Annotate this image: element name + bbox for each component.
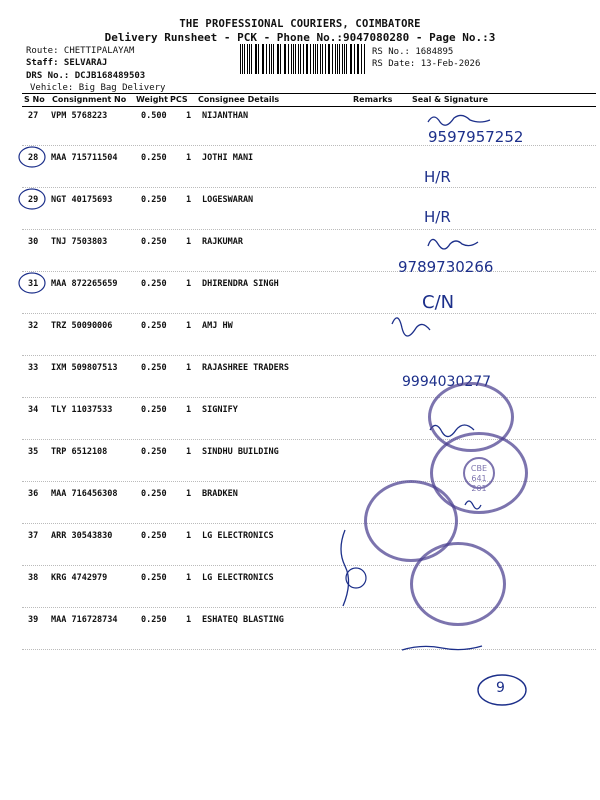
row-pcs: 1	[186, 405, 192, 415]
handwritten-hr-2: H/R	[424, 208, 451, 226]
row-consignment-no: MAA 872265659	[51, 279, 118, 289]
row-pcs: 1	[186, 489, 192, 499]
col-remarks: Remarks	[353, 95, 393, 104]
handwritten-phone-1: 9597957252	[428, 128, 524, 146]
row-sno: 32	[28, 321, 39, 331]
drs-number: DRS No.: DCJB168489503	[26, 71, 146, 81]
row-pcs: 1	[186, 111, 192, 121]
bracket-mark	[341, 530, 349, 606]
row-consignee: LG ELECTRONICS	[202, 573, 274, 583]
row-weight: 0.250	[141, 405, 167, 415]
row-pcs: 1	[186, 237, 192, 247]
row-weight: 0.250	[141, 489, 167, 499]
row-pcs: 1	[186, 321, 192, 331]
col-consignment: Consignment No	[52, 95, 127, 104]
row-pcs: 1	[186, 363, 192, 373]
runsheet-title: Delivery Runsheet - PCK - Phone No.:9047080280 - Page No.:3	[104, 31, 496, 44]
row-pcs: 1	[186, 573, 192, 583]
row-weight: 0.250	[141, 573, 167, 583]
row-sno: 36	[28, 489, 39, 499]
row-sno: 31	[28, 279, 39, 289]
signature-39	[402, 646, 482, 650]
row-weight: 0.250	[141, 531, 167, 541]
row-weight: 0.250	[141, 279, 167, 289]
handwritten-phone-3: 9994030277	[402, 374, 492, 390]
company-name: THE PROFESSIONAL COURIERS, COIMBATORE	[179, 18, 421, 30]
row-consignment-no: KRG 4742979	[51, 573, 108, 583]
row-consignee: LOGESWARAN	[202, 195, 254, 205]
row-pcs: 1	[186, 447, 192, 457]
staff-label: Staff: SELVARAJ	[26, 58, 108, 68]
row-consignment-no: MAA 716456308	[51, 489, 118, 499]
signature-32	[392, 318, 430, 336]
row-consignee: DHIRENDRA SINGH	[202, 279, 279, 289]
row-consignment-no: TRP 6512108	[51, 447, 108, 457]
row-consignment-no: TRZ 50090006	[51, 321, 113, 331]
row-weight: 0.250	[141, 195, 167, 205]
row-consignment-no: IXM 509807513	[51, 363, 118, 373]
row-consignee: SINDHU BUILDING	[202, 447, 279, 457]
circle-mark-31	[19, 273, 45, 293]
seal-city: CBE	[470, 464, 488, 473]
row-consignee: AMJ HW	[202, 321, 233, 331]
col-consignee: Consignee Details	[198, 95, 280, 104]
row-consignee: BRADKEN	[202, 489, 238, 499]
rs-date: RS Date: 13-Feb-2026	[372, 59, 481, 69]
row-sno: 29	[28, 195, 39, 205]
row-consignee: JOTHI MANI	[202, 153, 254, 163]
row-consignee: RAJKUMAR	[202, 237, 243, 247]
row-pcs: 1	[186, 615, 192, 625]
row-consignment-no: MAA 716728734	[51, 615, 118, 625]
row-sno: 30	[28, 237, 39, 247]
rs-number: RS No.: 1684895	[372, 47, 454, 57]
row-sno: 28	[28, 153, 39, 163]
handwritten-hr-1: H/R	[424, 168, 451, 186]
signature-27	[428, 115, 490, 125]
handwritten-page-number: 9	[496, 680, 505, 696]
row-sno: 33	[28, 363, 39, 373]
row-consignment-no: NGT 40175693	[51, 195, 113, 205]
row-weight: 0.250	[141, 447, 167, 457]
handwritten-cln: C/N	[422, 292, 455, 313]
row-pcs: 1	[186, 279, 192, 289]
row-sno: 39	[28, 615, 39, 625]
handwritten-phone-2: 9789730266	[398, 258, 494, 276]
row-sno: 38	[28, 573, 39, 583]
row-consignment-no: VPM 5768223	[51, 111, 108, 121]
signature-30	[428, 239, 478, 249]
circle-mark-28	[19, 147, 45, 167]
row-consignee: LG ELECTRONICS	[202, 531, 274, 541]
row-pcs: 1	[186, 153, 192, 163]
col-seal-signature: Seal & Signature	[412, 95, 489, 104]
row-consignment-no: ARR 30543830	[51, 531, 113, 541]
row-weight: 0.250	[141, 321, 167, 331]
col-sno: S No	[24, 95, 45, 104]
row-pcs: 1	[186, 195, 192, 205]
row-sno: 27	[28, 111, 39, 121]
row-consignment-no: MAA 715711504	[51, 153, 118, 163]
row-consignee: RAJASHREE TRADERS	[202, 363, 289, 373]
row-sno: 37	[28, 531, 39, 541]
row-weight: 0.250	[141, 363, 167, 373]
seal-stamp-4	[410, 542, 506, 626]
row-weight: 0.250	[141, 615, 167, 625]
route-label: Route: CHETTIPALAYAM	[26, 46, 135, 56]
vehicle-label: Vehicle: Big Bag Delivery	[30, 83, 166, 93]
row-weight: 0.250	[141, 237, 167, 247]
circle-mark-29	[19, 189, 45, 209]
row-weight: 0.250	[141, 153, 167, 163]
row-consignee: SIGNIFY	[202, 405, 238, 415]
row-weight: 0.500	[141, 111, 167, 121]
row-sno: 35	[28, 447, 39, 457]
row-consignee: ESHATEQ BLASTING	[202, 615, 284, 625]
row-consignee: NIJANTHAN	[202, 111, 249, 121]
row-sno: 34	[28, 405, 39, 415]
col-pcs: PCS	[170, 95, 188, 104]
col-weight: Weight	[136, 95, 168, 104]
row-consignment-no: TNJ 7503803	[51, 237, 108, 247]
seal-pin: 641 201	[471, 474, 487, 493]
row-pcs: 1	[186, 531, 192, 541]
row-consignment-no: TLY 11037533	[51, 405, 113, 415]
